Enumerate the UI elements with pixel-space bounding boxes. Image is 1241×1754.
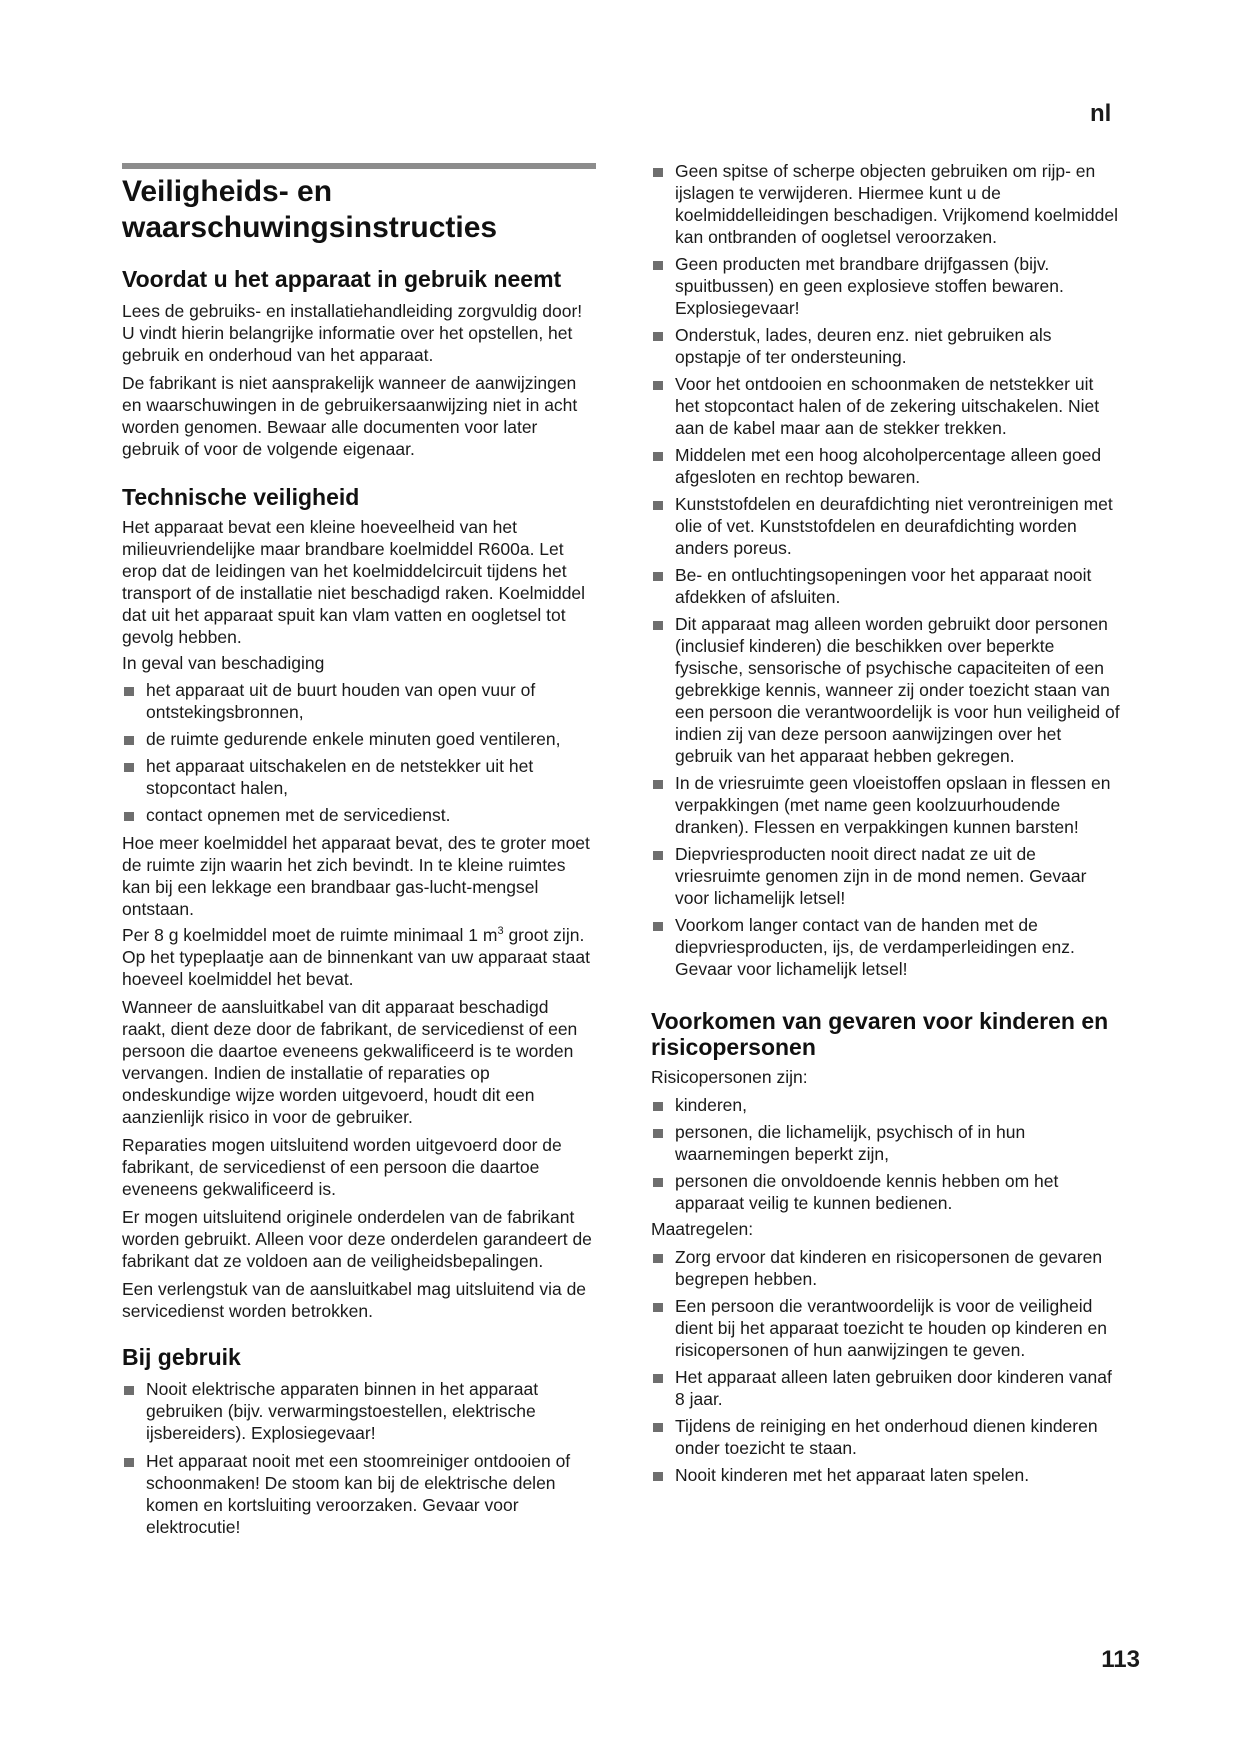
bullet-icon [653, 1102, 663, 1111]
list-item: Zorg ervoor dat kinderen en risicopersonen de gevaren begrepen hebben. [651, 1246, 1121, 1290]
in-use-list [122, 1378, 596, 1538]
paragraph: Hoe meer koelmiddel het apparaat bevat, des te groter moet de ruimte zijn waarin het zich bevindt. In te kleine ruimtes kan bij een lekkage een brandbaar gas-lucht-mengsel ontstaan. [122, 833, 590, 919]
list-item: Geen producten met brandbare drijfgassen (bijv. spuitbussen) en geen explosieve stoffen bewaren. Explosiegevaar! [651, 253, 1121, 319]
bullet-icon [653, 922, 663, 931]
paragraph: Lees de gebruiks- en installatiehandleiding zorgvuldig door! U vindt hierin belangrijke informatie over het opstellen, het gebruik en onderhoud van het apparaat. [122, 301, 583, 365]
list-item: Voorkom langer contact van de handen met de diepvriesproducten, ijs, de verdamperleidingen enz. Gevaar voor lichamelijk letsel! [651, 914, 1121, 980]
list-item: In de vriesruimte geen vloeistoffen opslaan in flessen en verpakkingen (met name geen koolzuurhoudende dranken). Flessen en verpakkingen kunnen barsten! [651, 772, 1121, 838]
bullet-icon [124, 687, 134, 696]
list-item: Be- en ontluchtingsopeningen voor het apparaat nooit afdekken of afsluiten. [651, 564, 1121, 608]
bullet-icon [653, 381, 663, 390]
list-item: de ruimte gedurende enkele minuten goed ventileren, [122, 728, 596, 750]
bullet-icon [653, 621, 663, 630]
bullet-icon [653, 1374, 663, 1383]
paragraph: Maatregelen: [651, 1219, 754, 1239]
list-item: personen, die lichamelijk, psychisch of in hun waarnemingen beperkt zijn, [651, 1121, 1121, 1165]
paragraph: Er mogen uitsluitend originele onderdelen van de fabrikant worden gebruikt. Alleen voor deze onderdelen garandeert de fabrikant dat ze voldoen aan de veiligheidsbepalingen. [122, 1206, 592, 1271]
bullet-icon [653, 501, 663, 510]
bullet-icon [124, 812, 134, 821]
page-title: Veiligheids- en waarschuwingsinstructies [122, 175, 498, 244]
left-column [122, 160, 596, 1538]
paragraph: Wanneer de aansluitkabel van dit apparaat beschadigd raakt, dient deze door de fabrikant, de servicedienst of een persoon die daartoe eveneens gekwalificeerd is te worden vervangen. Indien de installatie of reparaties op ondeskundige wijze worden uitgevoerd, houdt dit een aanzienlijk risico in voor de gebruiker. [122, 996, 578, 1127]
bullet-icon [653, 261, 663, 270]
bullet-icon [653, 1303, 663, 1312]
list-item: Het apparaat alleen laten gebruiken door kinderen vanaf 8 jaar. [651, 1366, 1121, 1410]
bullet-icon [653, 332, 663, 341]
list-item: personen die onvoldoende kennis hebben om het apparaat veilig te kunnen bedienen. [651, 1170, 1121, 1214]
bullet-icon [653, 1423, 663, 1432]
bullet-icon [653, 1254, 663, 1263]
paragraph: Een verlengstuk van de aansluitkabel mag uitsluitend via de servicedienst worden betrokken. [122, 1278, 587, 1321]
damage-list [122, 679, 596, 826]
page-number: 113 [1101, 1646, 1140, 1673]
list-item: het apparaat uitschakelen en de netstekker uit het stopcontact halen, [122, 755, 596, 799]
list-item: Middelen met een hoog alcoholpercentage alleen goed afgesloten en rechtop bewaren. [651, 444, 1121, 488]
list-item: Dit apparaat mag alleen worden gebruikt door personen (inclusief kinderen) die beschikken over beperkte fysische, sensorische of psychische capaciteiten of een gebrekkige kennis, wanneer zij onder toezicht staan van een persoon die verantwoordelijk is voor hun veiligheid of indien zij van deze persoon aanwijzingen over het gebruik van het apparaat hebben gekregen. [651, 613, 1121, 767]
list-item: kinderen, [651, 1094, 1121, 1116]
heading-children-risk: Voorkomen van gevaren voor kinderen en risicopersonen [651, 1008, 1109, 1060]
bullet-icon [653, 1178, 663, 1187]
list-item: Nooit kinderen met het apparaat laten spelen. [651, 1464, 1121, 1486]
measures-list [651, 1246, 1121, 1486]
list-item: contact opnemen met de servicedienst. [122, 804, 596, 826]
bullet-icon [653, 572, 663, 581]
safety-list [651, 160, 1121, 980]
list-item: Nooit elektrische apparaten binnen in het apparaat gebruiken (bijv. verwarmingstoestellen, elektrische ijsbereiders). Explosiegevaar! [122, 1378, 596, 1444]
bullet-icon [653, 1472, 663, 1481]
list-item: Geen spitse of scherpe objecten gebruiken om rijp- en ijslagen te verwijderen. Hiermee kunt u de koelmiddelleidingen beschadigen. Vrijkomend koelmiddel kan ontbranden of oogletsel veroorzaken. [651, 160, 1121, 248]
paragraph-refrigerant-volume: Per 8 g koelmiddel moet de ruimte minimaal 1 $m^3$ groot zijn. Op het typeplaatje aan de binnenkant van uw apparaat staat hoeveel koelmiddel het bevat. [122, 924, 590, 989]
list-item: Voor het ontdooien en schoonmaken de netstekker uit het stopcontact halen of de zekering uitschakelen. Niet aan de kabel maar aan de stekker trekken. [651, 373, 1121, 439]
list-item: het apparaat uit de buurt houden van open vuur of ontstekingsbronnen, [122, 679, 596, 723]
heading-technical-safety: Technische veiligheid [122, 484, 360, 510]
paragraph: In geval van beschadiging [122, 653, 325, 673]
right-column [651, 160, 1121, 1486]
list-item: Onderstuk, lades, deuren enz. niet gebruiken als opstapje of ter ondersteuning. [651, 324, 1121, 368]
language-code: nl [1090, 100, 1112, 127]
bullet-icon [653, 452, 663, 461]
bullet-icon [653, 780, 663, 789]
list-item: Kunststofdelen en deurafdichting niet verontreinigen met olie of vet. Kunststofdelen en deurafdichting worden anders poreus. [651, 493, 1121, 559]
list-item: Tijdens de reiniging en het onderhoud dienen kinderen onder toezicht te staan. [651, 1415, 1121, 1459]
list-item: Diepvriesproducten nooit direct nadat ze uit de vriesruimte genomen zijn in de mond nemen. Gevaar voor lichamelijk letsel! [651, 843, 1121, 909]
paragraph: De fabrikant is niet aansprakelijk wanneer de aanwijzingen en waarschuwingen in de gebruikersaanwijzing niet in acht worden genomen. Bewaar alle documenten voor later gebruik of voor de volgende eigenaar. [122, 373, 578, 459]
heading-in-use: Bij gebruik [122, 1343, 241, 1370]
paragraph: Risicopersonen zijn: [651, 1067, 808, 1087]
paragraph: Reparaties mogen uitsluitend worden uitgevoerd door de fabrikant, de servicedienst of een persoon die daartoe eveneens gekwalificeerd is. [122, 1134, 562, 1199]
bullet-icon [653, 168, 663, 177]
heading-before-use: Voordat u het apparaat in gebruik neemt [122, 266, 562, 292]
bullet-icon [653, 1129, 663, 1138]
bullet-icon [124, 1458, 134, 1467]
bullet-icon [653, 851, 663, 860]
list-item: Een persoon die verantwoordelijk is voor de veiligheid dient bij het apparaat toezicht te houden op kinderen en risicopersonen of hun aanwijzingen te geven. [651, 1295, 1121, 1361]
bullet-icon [124, 736, 134, 745]
bullet-icon [124, 763, 134, 772]
paragraph: Het apparaat bevat een kleine hoeveelheid van het milieuvriendelijke maar brandbare koelmiddel R600a. Let erop dat de leidingen van het koelmiddelcircuit tijdens het transport of de installatie niet beschadigd raken. Koelmiddel dat uit het apparaat spuit kan vlam vatten en oogletsel tot gevolg hebben. [122, 517, 586, 647]
list-item: Het apparaat nooit met een stoomreiniger ontdooien of schoonmaken! De stoom kan bij de elektrische delen komen en kortsluiting veroorzaken. Gevaar voor elektrocutie! [122, 1450, 596, 1538]
bullet-icon [124, 1386, 134, 1395]
risk-persons-list [651, 1094, 1121, 1214]
